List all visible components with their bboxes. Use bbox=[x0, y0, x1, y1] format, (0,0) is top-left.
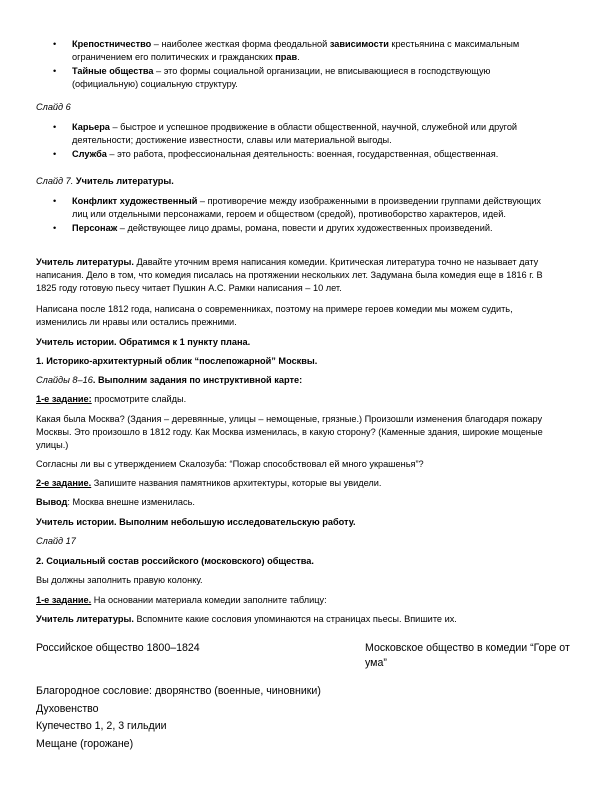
bullet-icon: • bbox=[53, 122, 57, 132]
paragraph: Согласны ли вы с утверждением Скалозуба: “Пожар способствовал ей много украшенья”? bbox=[36, 459, 424, 469]
list-item: • Крепостничество – наиболее жесткая форма феодальной зависимости крестьянина с максимальным ограничением его политических и гражданских прав. bbox=[53, 39, 520, 62]
task-paragraph: 1-е задание: просмотрите слайды. bbox=[36, 394, 187, 404]
paragraph: Учитель истории. Выполним небольшую исследовательскую работу. bbox=[36, 517, 356, 527]
paragraph: Учитель истории. Обратимся к 1 пункту плана. bbox=[36, 337, 251, 347]
list-item: • Карьера – быстрое и успешное продвижение в области общественной, научной, служебной или другой деятельности; достижение известности, славы или материальной выгоды. bbox=[53, 122, 518, 145]
paragraph: Написана после 1812 года, написана о современниках, поэтому на примере героев комедии мы можем судить, изменились ли нравы или остались прежними. bbox=[36, 304, 513, 327]
table-row: Мещане (горожане) bbox=[36, 738, 134, 750]
paragraph: Учитель литературы. Давайте уточним время написания комедии. Критическая литература точно не называет дату написания. Дело в том, что комедия писалась на протяжении нескольких лет. Задумана была комедия еще в 1816 г. В 1825 году готовую пьесу читает Пушкин А.С. Рамки написания – 10 лет. bbox=[36, 257, 543, 293]
list-item: • Персонаж – действующее лицо драмы, романа, повести и других художественных произведений. bbox=[53, 223, 493, 233]
bullet-icon: • bbox=[53, 39, 57, 49]
definitions-list-3 bbox=[53, 195, 558, 236]
table-row: Духовенство bbox=[36, 703, 99, 715]
bullet-icon: • bbox=[53, 223, 57, 233]
task-paragraph: 2-е задание. Запишите названия памятников архитектуры, которые вы увидели. bbox=[36, 478, 382, 488]
table-row: Купечество 1, 2, 3 гильдии bbox=[36, 720, 167, 732]
paragraph: Вы должны заполнить правую колонку. bbox=[36, 575, 203, 585]
definitions-list-1 bbox=[53, 38, 558, 92]
bullet-icon: • bbox=[53, 149, 57, 159]
paragraph: Слайды 8–16. Выполним задания по инструктивной карте: bbox=[36, 375, 303, 385]
list-item: • Конфликт художественный – противоречие между изображенными в произведении группами действующих лиц или отдельными персонажами, героем и обществом (средой), противоборство характеров, идей. bbox=[53, 196, 541, 219]
slide-label: Слайд 17 bbox=[36, 536, 76, 546]
slide-label: Слайд 7. Учитель литературы. bbox=[36, 176, 174, 186]
list-item: • Тайные общества – это формы социальной организации, не вписывающиеся в господствующую (официальную) социальную структуру. bbox=[53, 66, 491, 89]
paragraph: Учитель литературы. Вспомните какие сословия упоминаются на страницах пьесы. Впишите их. bbox=[36, 614, 457, 624]
bullet-icon: • bbox=[53, 66, 57, 76]
slide-label: Слайд 6 bbox=[36, 102, 71, 112]
bullet-icon: • bbox=[53, 196, 57, 206]
task-paragraph: 1-е задание. На основании материала комедии заполните таблицу: bbox=[36, 595, 327, 605]
section-heading: 2. Социальный состав российского (московского) общества. bbox=[36, 556, 314, 566]
paragraph: Вывод: Москва внешне изменилась. bbox=[36, 497, 195, 507]
table-row: Благородное сословие: дворянство (военные, чиновники) bbox=[36, 685, 321, 697]
definitions-list-2 bbox=[53, 121, 558, 162]
list-item: • Служба – это работа, профессиональная деятельность: военная, государственная, общественная. bbox=[53, 149, 499, 159]
paragraph: Какая была Москва? (Здания – деревянные, улицы – немощеные, грязные.) Произошли изменения благодаря пожару Москвы. Это произошло в 1812 году. Как Москва изменилась, в какую сторону? (Каменные здания, широкие мощеные улицы.) bbox=[36, 414, 543, 450]
table-header-right: Московское общество в комедии “Горе от ума” bbox=[365, 642, 570, 669]
table-header-left: Российское общество 1800–1824 bbox=[36, 642, 200, 654]
section-heading: 1. Историко-архитектурный облик “послепожарной” Москвы. bbox=[36, 356, 318, 366]
